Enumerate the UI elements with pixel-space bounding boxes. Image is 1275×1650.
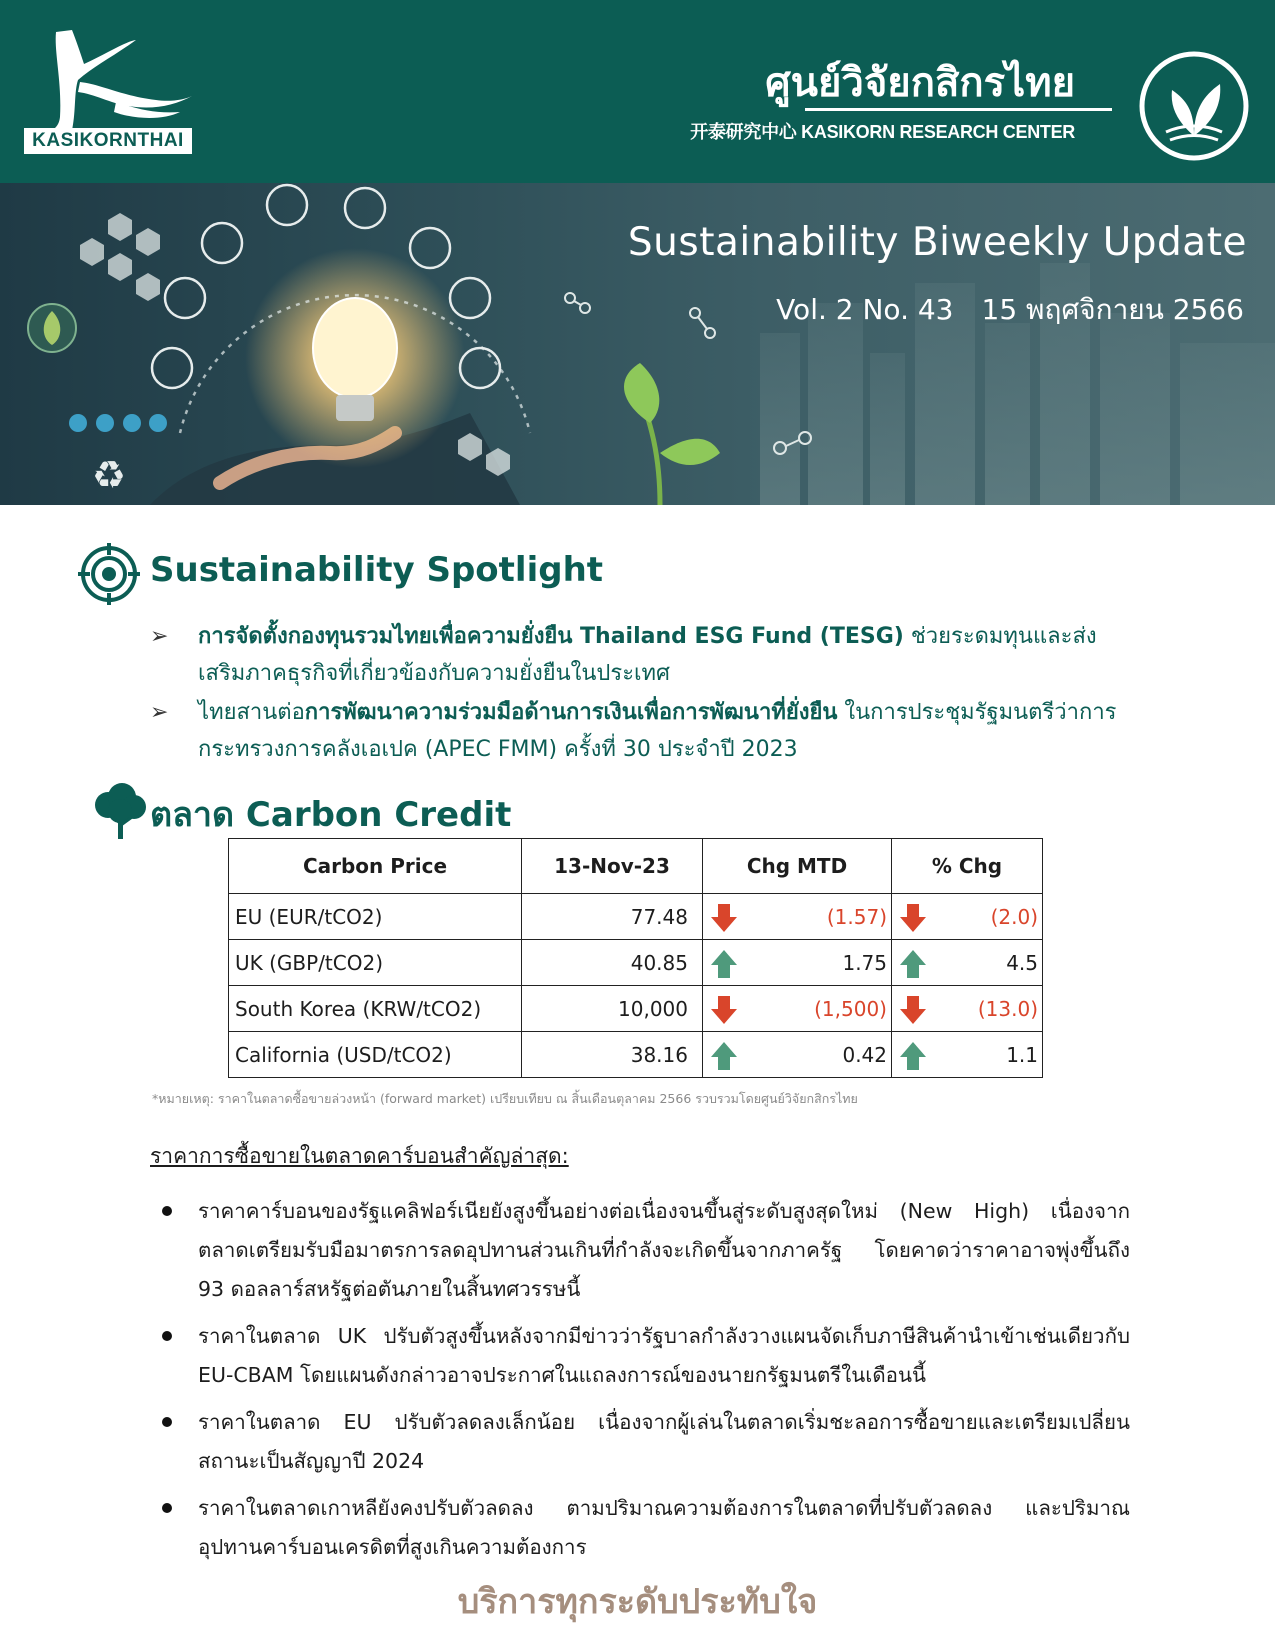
market-cell: EU (EUR/tCO2) bbox=[229, 894, 522, 940]
spotlight-item-prefix: ไทยสานต่อ bbox=[198, 700, 305, 725]
percent-change-cell bbox=[892, 940, 1043, 986]
list-item: ราคาในตลาด EU ปรับตัวลดลงเล็กน้อย เนื่องจากผู้เล่นในตลาดเริ่มชะลอการซื้อขายและเตรียมเปลี่ยนสถานะเป็นสัญญาปี 2024 bbox=[150, 1403, 1130, 1481]
newsletter-title: Sustainability Biweekly Update bbox=[627, 220, 1247, 265]
brand-label: KASIKORNTHAI bbox=[24, 128, 192, 154]
down-arrow-icon bbox=[709, 902, 739, 934]
list-item: ราคาในตลาด UK ปรับตัวสูงขึ้นหลังจากมีข่าวว่ารัฐบาลกำลังวางแผนจัดเก็บภาษีสินค้านำเข้าเช่นเดียวกับ EU-CBAM โดยแผนดังกล่าวอาจประกาศในแถลงการณ์ของนายกรัฐมนตรีในเดือนนี้ bbox=[150, 1317, 1130, 1395]
price-cell: 40.85 bbox=[522, 940, 703, 986]
table-footnote: *หมายเหตุ: ราคาในตลาดซื้อขายล่วงหน้า (forward market) เปรียบเทียบ ณ สิ้นเดือนตุลาคม 2566 รวบรวมโดยศูนย์วิจัยกสิกรไทย bbox=[152, 1091, 858, 1106]
down-arrow-icon bbox=[898, 902, 928, 934]
spotlight-heading: Sustainability Spotlight bbox=[150, 550, 604, 590]
change-mtd-cell bbox=[703, 1032, 892, 1078]
percent-change-cell bbox=[892, 1032, 1043, 1078]
change-mtd-cell bbox=[703, 894, 892, 940]
down-arrow-icon bbox=[709, 994, 739, 1026]
carbon-heading: ตลาด Carbon Credit bbox=[150, 795, 512, 835]
spotlight-item-bold: การจัดตั้งกองทุนรวมไทยเพื่อความยั่งยืน Thailand ESG Fund (TESG) bbox=[198, 624, 904, 649]
up-arrow-icon bbox=[898, 948, 928, 980]
spotlight-list bbox=[150, 618, 1130, 770]
blue-dots bbox=[69, 414, 167, 432]
change-mtd-cell bbox=[703, 986, 892, 1032]
market-notes-list bbox=[150, 1192, 1130, 1575]
recycle-icon: ♻ bbox=[92, 453, 127, 497]
percent-change-value: (2.0) bbox=[990, 904, 1038, 929]
light-bulb-icon bbox=[313, 298, 397, 398]
price-cell: 10,000 bbox=[522, 986, 703, 1032]
latest-prices-heading: ราคาการซื้อขายในตลาดคาร์บอนสำคัญล่าสุด: bbox=[150, 1144, 569, 1168]
issue-volume: Vol. 2 No. 43 bbox=[776, 293, 954, 326]
column-header: % Chg bbox=[892, 839, 1043, 894]
market-cell: South Korea (KRW/tCO2) bbox=[229, 986, 522, 1032]
column-header: Carbon Price bbox=[229, 839, 522, 894]
list-item bbox=[150, 618, 1130, 692]
price-cell: 77.48 bbox=[522, 894, 703, 940]
kasikorn-leaf-emblem-icon bbox=[1138, 50, 1250, 162]
percent-change-cell bbox=[892, 894, 1043, 940]
table-row bbox=[229, 940, 1043, 986]
tree-icon bbox=[92, 783, 148, 839]
footer-slogan: บริการทุกระดับประทับใจ bbox=[457, 1582, 818, 1622]
percent-change-value: (13.0) bbox=[977, 996, 1038, 1021]
spotlight-item-bold: การพัฒนาความร่วมมือด้านการเงินเพื่อการพัฒนาที่ยั่งยืน bbox=[304, 700, 838, 725]
change-mtd-value: (1,500) bbox=[814, 996, 887, 1021]
up-arrow-icon bbox=[898, 1040, 928, 1072]
column-header: Chg MTD bbox=[703, 839, 892, 894]
spotlight-item-suffix: ช่วยระดมทุนและส่งเสริมภาคธุรกิจที่เกี่ยวข้องกับความยั่งยืนในประเทศ bbox=[198, 624, 1097, 686]
change-mtd-value: 0.42 bbox=[842, 1042, 887, 1067]
list-item bbox=[150, 694, 1130, 768]
research-center-thai-name: ศูนย์วิจัยกสิกรไทย bbox=[765, 60, 1075, 106]
percent-change-value: 4.5 bbox=[1006, 950, 1038, 975]
up-arrow-icon bbox=[709, 948, 739, 980]
issue-date: 15 พฤศจิกายน 2566 bbox=[981, 293, 1244, 326]
spotlight-item-suffix: ในการประชุมรัฐมนตรีว่าการกระทรวงการคลังเอเปค (APEC FMM) ครั้งที่ 30 ประจำปี 2023 bbox=[198, 700, 1117, 762]
price-cell: 38.16 bbox=[522, 1032, 703, 1078]
table-header-row bbox=[229, 839, 1043, 894]
divider bbox=[805, 108, 1112, 111]
list-item: ราคาคาร์บอนของรัฐแคลิฟอร์เนียยังสูงขึ้นอย่างต่อเนื่องจนขึ้นสู่ระดับสูงสุดใหม่ (New High) เนื่องจากตลาดเตรียมรับมือมาตรการลดอุปทานส่วนเกินที่กำลังจะเกิดขึ้นจากภาครัฐ โดยคาดว่าราคาอาจพุ่งขึ้นถึง 93 ดอลลาร์สหรัฐต่อตันภายในสิ้นทศวรรษนี้ bbox=[150, 1192, 1130, 1309]
target-icon bbox=[78, 543, 140, 605]
table-row bbox=[229, 1032, 1043, 1078]
percent-change-value: 1.1 bbox=[1006, 1042, 1038, 1067]
header-bar bbox=[0, 0, 1275, 183]
change-mtd-value: 1.75 bbox=[842, 950, 887, 975]
list-item: ราคาในตลาดเกาหลียังคงปรับตัวลดลง ตามปริมาณความต้องการในตลาดที่ปรับตัวลดลง และปริมาณอุปทานคาร์บอนเครดิตที่สูงเกินความต้องการ bbox=[150, 1489, 1130, 1567]
up-arrow-icon bbox=[709, 1040, 739, 1072]
percent-change-cell bbox=[892, 986, 1043, 1032]
arrow-bullet-icon: ➢ bbox=[150, 700, 169, 725]
research-center-english-name: 开泰研究中心 KASIKORN RESEARCH CENTER bbox=[690, 122, 1075, 142]
hero-banner bbox=[0, 183, 1275, 505]
market-cell: California (USD/tCO2) bbox=[229, 1032, 522, 1078]
change-mtd-value: (1.57) bbox=[826, 904, 887, 929]
change-mtd-cell bbox=[703, 940, 892, 986]
carbon-price-table bbox=[228, 838, 1043, 1078]
market-cell: UK (GBP/tCO2) bbox=[229, 940, 522, 986]
down-arrow-icon bbox=[898, 994, 928, 1026]
table-row bbox=[229, 986, 1043, 1032]
arrow-bullet-icon: ➢ bbox=[150, 624, 169, 649]
table-row bbox=[229, 894, 1043, 940]
issue-line bbox=[776, 288, 1244, 332]
column-header: 13-Nov-23 bbox=[522, 839, 703, 894]
